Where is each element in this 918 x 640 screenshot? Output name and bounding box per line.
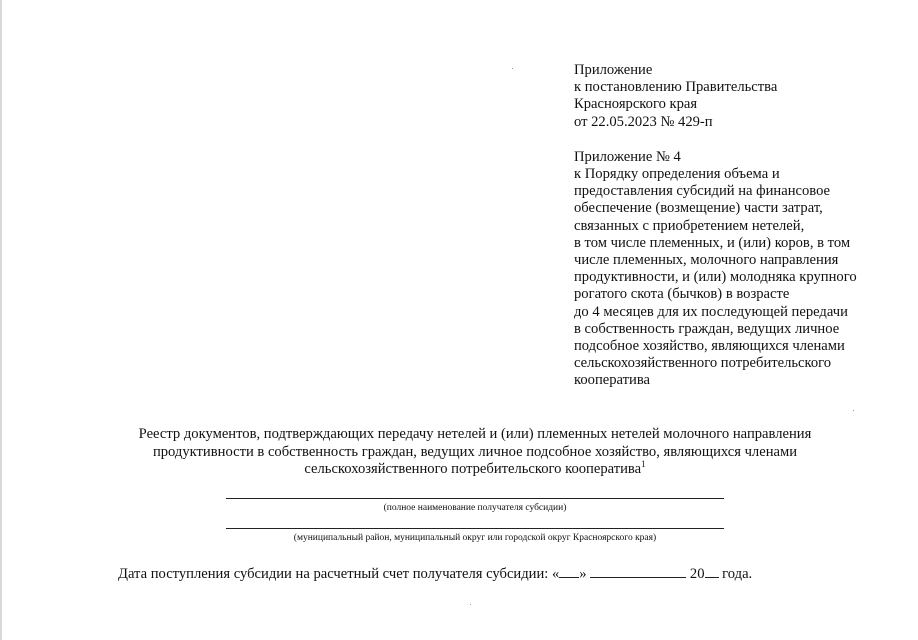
title-line-text: сельскохозяйственного потребительского кооператива — [304, 461, 642, 477]
district-field[interactable] — [226, 528, 724, 544]
appendix-line: обеспечение (возмещение) части затрат, — [574, 200, 823, 217]
appendix-line: Красноярского края — [574, 96, 698, 113]
title-line: продуктивности в собственность граждан, ведущих личное подсобное хозяйство, являющихся членами — [152, 443, 798, 460]
appendix-line: кооператива — [574, 372, 650, 389]
recipient-name-caption: (полное наименование получателя субсидии) — [383, 503, 567, 513]
scan-speck — [512, 68, 513, 69]
district-caption: (муниципальный район, муниципальный округ или городской округ Красноярского края) — [293, 533, 657, 543]
appendix-line: Приложение № 4 — [574, 148, 681, 165]
title-line: Реестр документов, подтверждающих передачу нетелей и (или) племенных нетелей молочного направления — [138, 426, 812, 442]
appendix-line: продуктивности, и (или) молодняка крупного — [574, 269, 857, 286]
appendix-heading — [574, 62, 894, 390]
date-close-quote: » — [579, 566, 587, 582]
year-century: 20 — [689, 566, 705, 582]
appendix-gap — [574, 131, 894, 149]
year-blank[interactable] — [705, 563, 719, 578]
district-line[interactable] — [226, 528, 724, 529]
appendix-line: в собственность граждан, ведущих личное — [574, 320, 840, 337]
appendix-line: к Порядку определения объема и — [574, 166, 780, 183]
appendix-line: связанных с приобретением нетелей, — [574, 217, 805, 234]
scan-edge — [0, 0, 2, 640]
appendix-line: к постановлению Правительства — [574, 79, 778, 96]
month-blank[interactable] — [590, 563, 686, 578]
appendix-line: предоставления субсидий на финансовое — [574, 183, 831, 200]
recipient-name-field[interactable] — [226, 498, 724, 514]
appendix-line: подсобное хозяйство, являющихся членами — [574, 338, 845, 355]
scan-speck — [470, 604, 471, 605]
appendix-line: Приложение — [574, 62, 653, 78]
appendix-line: сельскохозяйственного потребительского — [574, 355, 832, 372]
recipient-name-line[interactable] — [226, 498, 724, 499]
subsidy-date-line — [118, 563, 752, 583]
title-line — [60, 461, 890, 479]
date-suffix: года. — [722, 566, 753, 582]
scan-speck — [853, 410, 854, 411]
registry-title — [60, 426, 890, 479]
appendix-line: до 4 месяцев для их последующей передачи — [574, 303, 848, 320]
appendix-line: числе племенных, молочного направления — [574, 252, 839, 269]
appendix-line: в том числе племенных, и (или) коров, в том — [574, 234, 851, 251]
date-prefix: Дата поступления субсидии на расчетный счет получателя субсидии: « — [118, 566, 560, 582]
day-blank[interactable] — [559, 563, 579, 578]
footnote-mark: 1 — [641, 459, 646, 470]
appendix-line: рогатого скота (бычков) в возрасте — [574, 286, 790, 303]
appendix-line: от 22.05.2023 № 429-п — [574, 113, 713, 130]
